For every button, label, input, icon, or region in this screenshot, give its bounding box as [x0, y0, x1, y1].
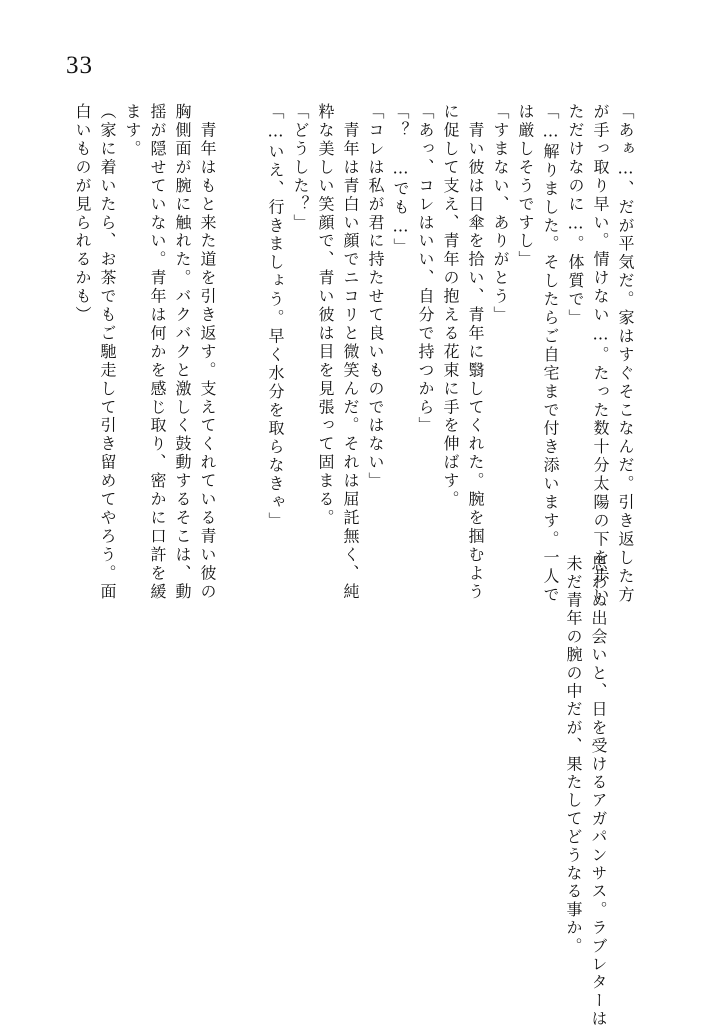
text-line: 「すまない、ありがとう」	[491, 103, 510, 325]
text-line: （家に着いたら、お茶でもご馳走して引き留めてやろう。面	[98, 103, 117, 602]
text-line: ます。	[123, 103, 142, 159]
text-line: 青い彼は日傘を拾い、青年に翳してくれた。腕を掴むよう	[466, 103, 485, 602]
text-line: は厳しそうですし」	[516, 103, 535, 270]
text-line: に促して支え、青年の抱える花束に手を伸ばす。	[441, 103, 460, 509]
text-line: 粋な美しい笑顔で、青い彼は目を見張って固まる。	[316, 103, 335, 528]
text-line: 胸側面が腕に触れた。バクバクと激しく鼓動するそこは、動	[173, 103, 192, 602]
text-line: が手っ取り早い。情けない…。たった数十分太陽の下を歩い	[591, 103, 610, 605]
text-line: 揺が隠せていない。青年は何かを感じ取り、密かに口許を緩	[148, 103, 167, 602]
text-line: 白いものが見られるかも）	[73, 103, 92, 325]
text-line: 青年は青白い顔でニコリと微笑んだ。それは屈託無く、純	[341, 103, 360, 602]
text-line: 「…いえ、行きましょう。早く水分を取らなきゃ」	[266, 103, 285, 531]
text-line: 「どうした？」	[291, 103, 310, 233]
page-number: 33	[66, 52, 93, 79]
afterword-line: 未だ青年の腕の中だが、果たしてどうなる事か。	[564, 555, 583, 956]
text-line: 「あっ、コレはいい、自分で持つから」	[416, 103, 435, 436]
text-line: 「あぁ…、だが平気だ。家はすぐそこなんだ。引き返した方	[616, 103, 635, 605]
text-line: 「？ …でも…」	[391, 103, 410, 257]
text-line: 青年はもと来た道を引き返す。支えてくれている青い彼の	[198, 103, 217, 602]
text-line: 「コレは私が君に持たせて良いものではない」	[366, 103, 385, 491]
text-line: ただけなのに…。体質で」	[566, 103, 585, 328]
text-line: 「…解りました。そしたらご自宅まで付き添います。一人で	[541, 103, 560, 605]
afterword-line: 思わぬ出会いと、日を受けるアガパンサス。ラブレターは	[589, 555, 608, 1028]
